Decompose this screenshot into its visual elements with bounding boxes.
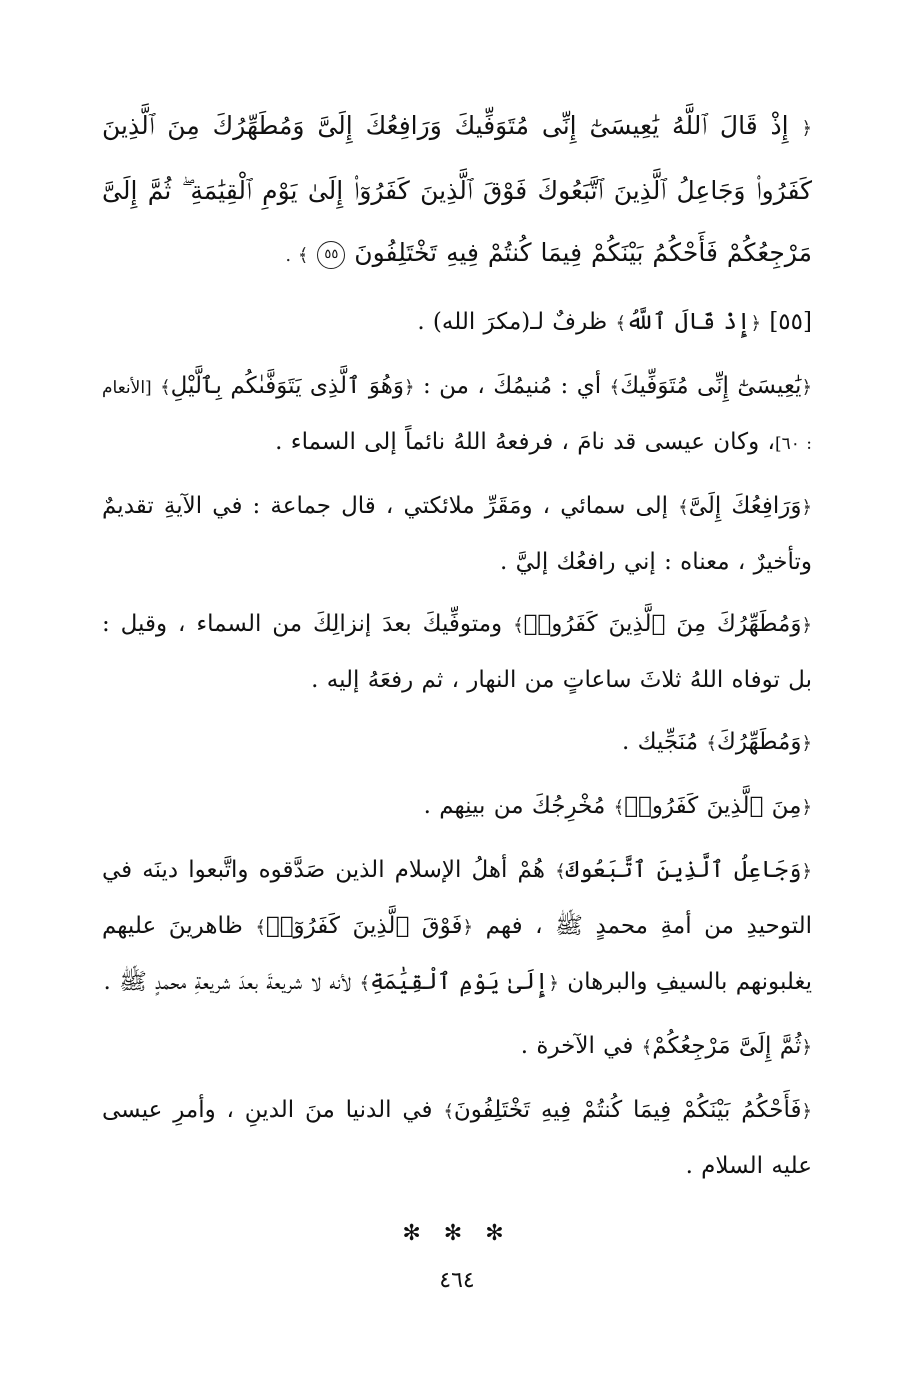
- page-number: ٤٦٤: [439, 1268, 475, 1293]
- ornate-bracket-close: ﴾: [609, 377, 621, 398]
- quoted-verse: وَرَافِعُكَ إِلَىَّ: [688, 493, 802, 519]
- paragraph-6: [102, 779, 812, 835]
- section-separator: ✻ ✻ ✻: [402, 1221, 512, 1246]
- paragraph-7: [102, 843, 812, 1011]
- paragraph-3: [102, 479, 812, 589]
- ornate-bracket-open: ﴿: [801, 1101, 812, 1122]
- quoted-verse: إِذْ قَالَ ٱللَّهُ: [626, 309, 751, 335]
- ornate-bracket-close: ﴾: [706, 733, 717, 754]
- ornate-bracket-close: ﴾: [615, 313, 627, 334]
- ornate-bracket-open: ﴿: [801, 1037, 812, 1058]
- paragraph-2: [102, 359, 812, 471]
- ornate-bracket-close: ﴾: [513, 615, 524, 636]
- commentary-text: ظاهرينَ عليهم يغلبونهم بالسيفِ والبرهان: [102, 913, 812, 995]
- quoted-verse: وَجَاعِلُ ٱلَّذِينَ ٱتَّبَعُوكَ: [565, 857, 802, 883]
- ornate-bracket-open: ﴿: [801, 861, 813, 882]
- quoted-verse: مِنَ ٱلَّذِينَ كَفَرُوا۟: [624, 793, 802, 819]
- ornate-bracket-open: ﴿: [462, 917, 474, 938]
- ornate-bracket-open: ﴿: [801, 497, 812, 518]
- verse-marker: [٥٥]: [769, 309, 812, 335]
- ornate-bracket-open: ﴿: [750, 313, 761, 334]
- ornate-bracket-open: ﴿: [548, 973, 559, 994]
- ornate-bracket-open: ﴿: [404, 377, 415, 398]
- ornate-bracket-open: ﴿: [801, 615, 813, 636]
- quoted-verse: وَمُطَهِّرُكَ: [716, 729, 802, 755]
- commentary-text: ومتوفِّيكَ بعدَ إنزالِكَ من السماء ، وقيل : بل توفاه اللهُ ثلاثَ ساعاتٍ من النهار ، ثم رفعَهُ إليه .: [102, 611, 812, 693]
- ornate-bracket-close: ﴾: [359, 973, 371, 994]
- commentary-text: في الدنيا منَ الدينِ ، وأمرِ عيسى عليه السلام .: [102, 1097, 812, 1179]
- ornate-bracket-close: ﴾: [160, 377, 171, 398]
- ornate-bracket-open: ﴿: [801, 797, 812, 818]
- commentary-text: في الآخرة .: [520, 1033, 634, 1059]
- commentary-text: أي : مُنيمُكَ ، من :: [422, 373, 602, 399]
- commentary-text: إلى سمائي ، ومَقَرِّ ملائكتي ، قال جماعة : في الآيةِ تقديمٌ وتأخيرٌ ، معناه : إني رافعُك إليَّ .: [102, 493, 812, 575]
- verse-text: إِذْ قَالَ ٱللَّهُ يَٰعِيسَىٰٓ إِنِّى مُتَوَفِّيكَ وَرَافِعُكَ إِلَىَّ وَمُطَهِّرُكَ مِنَ ٱلَّذِينَ كَفَرُوا۟ وَجَاعِلُ ٱلَّذِينَ ٱتَّبَعُوكَ فَوْقَ ٱلَّذِينَ كَفَرُوٓا۟ إِلَىٰ يَوْمِ ٱلْقِيَٰمَةِ ۖ ثُمَّ إِلَىَّ مَرْجِعُكُمْ فَأَحْكُمُ بَيْنَكُمْ فِيمَا كُنتُمْ فِيهِ تَخْتَلِفُونَ: [102, 111, 812, 267]
- ornate-bracket-close: ﴾: [555, 861, 566, 882]
- commentary-text: مُخْرِجُكَ من بينِهم .: [423, 793, 606, 819]
- quoted-verse: ثُمَّ إِلَىَّ مَرْجِعُكُمْ: [652, 1033, 802, 1059]
- quoted-verse: يَٰعِيسَىٰٓ إِنِّى مُتَوَفِّيكَ: [620, 373, 802, 399]
- paragraph-5: [102, 715, 812, 771]
- paragraph-9: [102, 1083, 812, 1193]
- commentary-text: لأنه لا شريعةَ بعدَ شريعةِ محمدٍ ﷺ .: [103, 969, 352, 995]
- ornate-bracket-open: ﴿: [801, 377, 812, 398]
- ornate-bracket-close: ﴾: [255, 917, 266, 938]
- ornate-bracket-open: ﴿: [801, 733, 812, 754]
- verse-block: [102, 95, 812, 287]
- commentary-text: هُمْ أهلُ الإسلام الذين صَدَّقوه واتَّبعوا دينَه في التوحيدِ من أمةِ محمدٍ ﷺ ، فهم: [102, 857, 812, 939]
- ornate-bracket-open: ﴿: [801, 118, 812, 139]
- commentary-text: مُنَجِّيك .: [621, 729, 699, 755]
- quoted-verse: فَأَحْكُمُ بَيْنَكُمْ فِيمَا كُنتُمْ فِيهِ تَخْتَلِفُونَ: [453, 1097, 802, 1123]
- paragraph-8: [102, 1019, 812, 1075]
- quoted-verse: وَهُوَ ٱلَّذِى يَتَوَفَّىٰكُم بِٱلَّيْلِ: [170, 373, 405, 399]
- paragraph-4: [102, 597, 812, 707]
- surah-reference: [الأنعام : ٦٠]: [102, 378, 812, 454]
- ornate-bracket-close: ﴾: [613, 797, 625, 818]
- ornate-bracket-close: ﴾ .: [285, 245, 309, 266]
- paragraph-1: [102, 295, 812, 351]
- commentary-text: ظرفٌ لـ(مكرَ الله) .: [417, 309, 608, 335]
- quoted-verse: فَوْقَ ٱلَّذِينَ كَفَرُوٓا۟: [265, 913, 463, 939]
- quoted-verse: وَمُطَهِّرُكَ مِنَ ٱلَّذِينَ كَفَرُوا۟: [523, 611, 802, 637]
- ornate-bracket-close: ﴾: [678, 497, 689, 518]
- ornate-bracket-close: ﴾: [443, 1101, 454, 1122]
- ornate-bracket-close: ﴾: [641, 1037, 653, 1058]
- commentary-text: ، وكان عيسى قد نامَ ، فرفعهُ اللهُ نائماً إلى السماء .: [275, 429, 775, 455]
- quoted-verse: إِلَىٰ يَوْمِ ٱلْقِيَٰمَةِ: [370, 969, 549, 995]
- verse-number-badge: ٥٥: [317, 241, 345, 269]
